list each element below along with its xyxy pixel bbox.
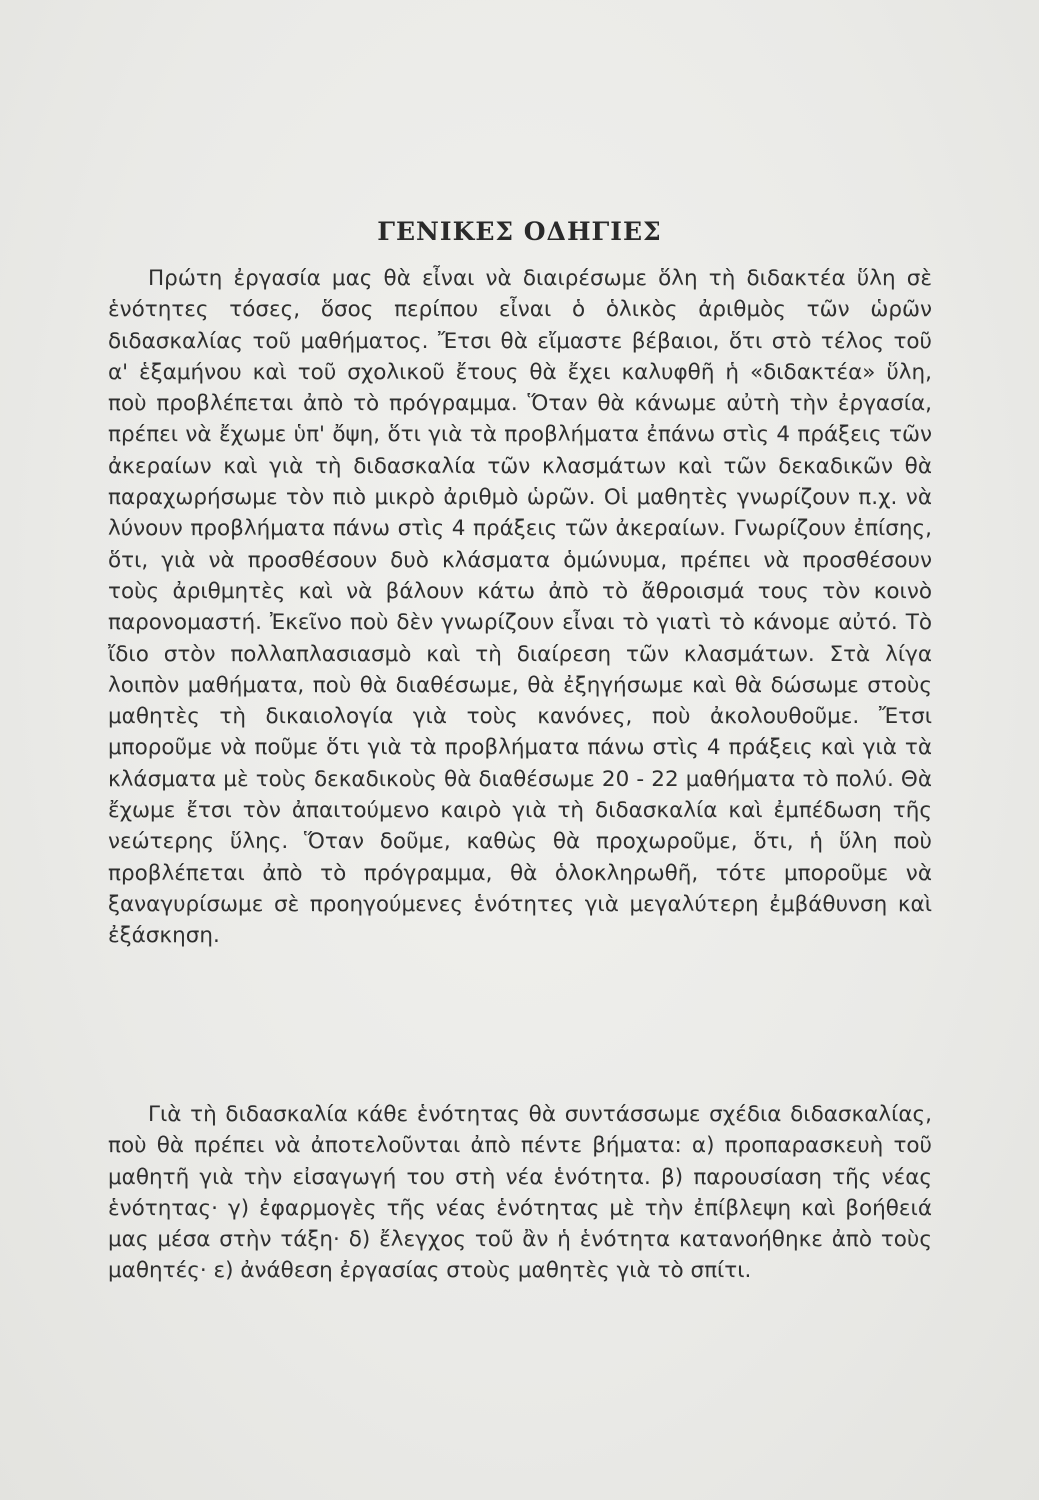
paragraph-2: Γιὰ τὴ διδασκαλία κάθε ἑνότητας θὰ συντάσσωμε σχέδια διδασκαλίας, ποὺ θὰ πρέπει νὰ ἀποτελοῦνται ἀπὸ πέντε βήματα: α) προπαρασκευὴ τοῦ μαθητῆ γιὰ τὴν εἰσαγωγή του στὴ νέα ἑνότητα. β) παρουσίαση τῆς νέας ἑνότητας· γ) ἐφαρμογὲς τῆς νέας ἑνότητας μὲ τὴν ἐπίβλεψη καὶ βοήθειά μας μέσα στὴν τάξη· δ) ἔλεγχος τοῦ ἂν ἡ ἑνότητα κατανοήθηκε ἀπὸ τοὺς μαθητές· ε) ἀνάθεση ἐργασίας στοὺς μαθητὲς γιὰ τὸ σπίτι.	[108, 1102, 932, 1284]
paragraph-1: Πρώτη ἐργασία μας θὰ εἶναι νὰ διαιρέσωμε ὅλη τὴ διδακτέα ὕλη σὲ ἑνότητες τόσες, ὅσος περίπου εἶναι ὁ ὁλικὸς ἀριθμὸς τῶν ὡρῶν διδασκαλίας τοῦ μαθήματος. Ἔτσι θὰ εἴμαστε βέβαιοι, ὅτι στὸ τέλος τοῦ α' ἑξαμήνου καὶ τοῦ σχολικοῦ ἔτους θὰ ἔχει καλυφθῆ ἡ «διδακτέα» ὕλη, ποὺ προβλέπεται ἀπὸ τὸ πρόγραμμα. Ὅταν θὰ κάνωμε αὐτὴ τὴν ἐργασία, πρέπει νὰ ἔχωμε ὑπ' ὄψη, ὅτι γιὰ τὰ προβλήματα ἐπάνω στὶς 4 πράξεις τῶν ἀκεραίων καὶ γιὰ τὴ διδασκαλία τῶν κλασμάτων καὶ τῶν δεκαδικῶν θὰ παραχωρήσωμε τὸν πιὸ μικρὸ ἀριθμὸ ὡρῶν. Οἱ μαθητὲς γνωρίζουν π.χ. νὰ λύνουν προβλήματα πάνω στὶς 4 πράξεις τῶν ἀκεραίων. Γνωρίζουν ἐπίσης, ὅτι, γιὰ νὰ προσθέσουν δυὸ κλάσματα ὁμώνυμα, πρέπει νὰ προσθέσουν τοὺς ἀριθμητὲς καὶ νὰ βάλουν κάτω ἀπὸ τὸ ἄθροισμά τους τὸν κοινὸ παρονομαστή. Ἐκεῖνο ποὺ δὲν γνωρίζουν εἶναι τὸ γιατὶ τὸ κάνομε αὐτό. Τὸ ἴδιο στὸν πολλαπλασιασμὸ καὶ τὴ διαίρεση τῶν κλασμάτων. Στὰ λίγα λοιπὸν μαθήματα, ποὺ θὰ διαθέσωμε, θὰ ἐξηγήσωμε καὶ θὰ δώσωμε στοὺς μαθητὲς τὴ δικαιολογία γιὰ τοὺς κανόνες, ποὺ ἀκολουθοῦμε. Ἔτσι μποροῦμε νὰ ποῦμε ὅτι γιὰ τὰ προβλήματα πάνω στὶς 4 πράξεις καὶ γιὰ τὰ κλάσματα μὲ τοὺς δεκαδικοὺς θὰ διαθέσωμε 20 - 22 μαθήματα τὸ πολύ. Θὰ ἔχωμε ἔτσι τὸν ἀπαιτούμενο καιρὸ γιὰ τὴ διδασκαλία καὶ ἐμπέδωση τῆς νεώτερης ὕλης. Ὅταν δοῦμε, καθὼς θὰ προχωροῦμε, ὅτι, ἡ ὕλη ποὺ προβλέπεται ἀπὸ τὸ πρόγραμμα, θὰ ὁλοκληρωθῆ, τότε μποροῦμε νὰ ξαναγυρίσωμε σὲ προηγούμενες ἑνότητες γιὰ μεγαλύτερη ἐμβάθυνση καὶ ἐξάσκηση.	[108, 266, 932, 949]
page-title: ΓΕΝΙΚΕΣ ΟΔΗΓΙΕΣ	[377, 216, 662, 246]
